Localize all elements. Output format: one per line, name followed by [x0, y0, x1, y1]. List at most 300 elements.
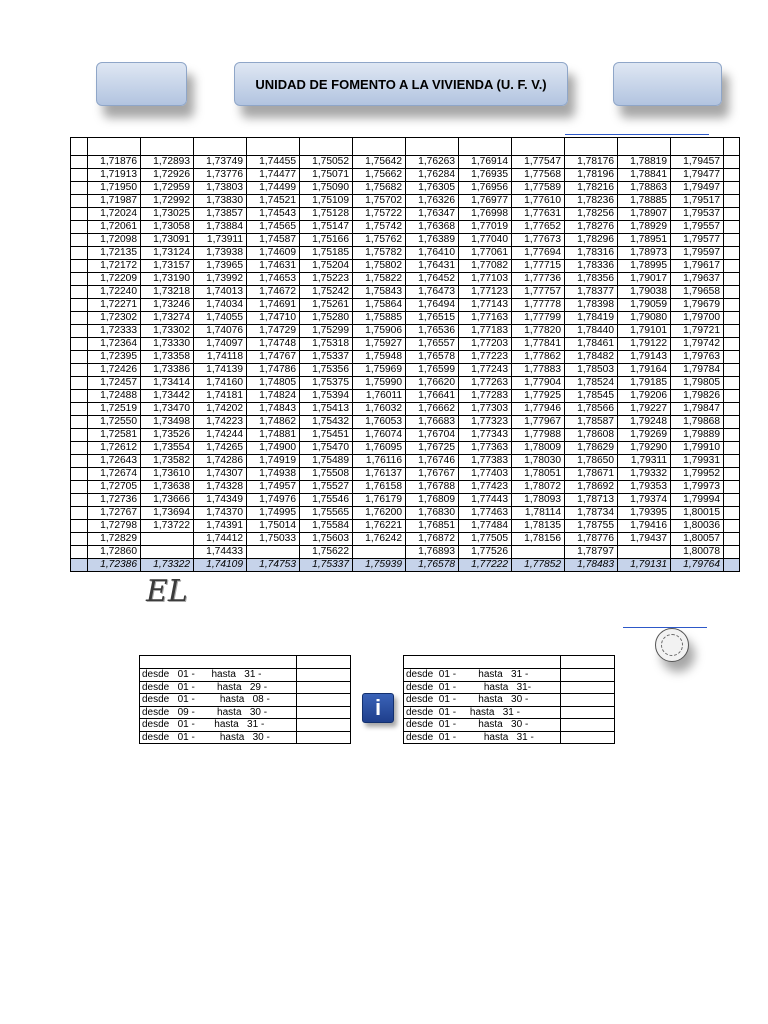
periods-right-row — [404, 719, 615, 732]
table-cell: 1,73992 — [194, 273, 247, 286]
table-cell: 1,74286 — [194, 455, 247, 468]
table-cell: 1,73498 — [141, 416, 194, 429]
table-cell — [459, 138, 512, 156]
table-cell: 1,74391 — [194, 520, 247, 533]
table-cell: 1,77082 — [459, 260, 512, 273]
table-cell: 1,73554 — [141, 442, 194, 455]
table-cell: 1,76116 — [353, 455, 406, 468]
header-box-left — [96, 62, 187, 106]
table-cell: 1,76809 — [406, 494, 459, 507]
info-icon: i — [374, 695, 382, 720]
table-cell: 1,78196 — [565, 169, 618, 182]
table-cell: 1,78973 — [618, 247, 671, 260]
table-row — [71, 429, 740, 442]
row-edge-cell — [71, 416, 88, 429]
row-edge-cell — [724, 299, 740, 312]
table-cell: 1,77103 — [459, 273, 512, 286]
table-cell: 1,76326 — [406, 195, 459, 208]
table-cell: 1,78072 — [512, 481, 565, 494]
table-cell: 1,80036 — [671, 520, 724, 533]
table-cell: 1,72519 — [88, 403, 141, 416]
table-row — [71, 494, 740, 507]
table-cell: 1,75662 — [353, 169, 406, 182]
table-cell: 1,77694 — [512, 247, 565, 260]
row-edge-cell — [71, 182, 88, 195]
table-cell: 1,78587 — [565, 416, 618, 429]
table-cell: 1,79764 — [671, 559, 724, 572]
table-cell: 1,77757 — [512, 286, 565, 299]
table-cell: 1,78483 — [565, 559, 618, 572]
period-value — [297, 694, 351, 707]
table-row — [71, 234, 740, 247]
table-cell — [565, 138, 618, 156]
table-cell: 1,77988 — [512, 429, 565, 442]
row-edge-cell — [71, 138, 88, 156]
period-label: desde 01 - hasta 31 - — [404, 669, 561, 682]
table-cell: 1,77505 — [459, 533, 512, 546]
table-cell: 1,73582 — [141, 455, 194, 468]
table-cell: 1,75489 — [300, 455, 353, 468]
table-cell: 1,78671 — [565, 468, 618, 481]
table-cell — [88, 138, 141, 156]
table-cell: 1,76263 — [406, 156, 459, 169]
table-cell: 1,77222 — [459, 559, 512, 572]
table-cell: 1,75223 — [300, 273, 353, 286]
table-cell: 1,78316 — [565, 247, 618, 260]
period-value — [561, 706, 615, 719]
table-cell: 1,78841 — [618, 169, 671, 182]
table-cell: 1,74767 — [247, 351, 300, 364]
institution-seal-icon — [655, 628, 689, 662]
periods-right-row — [404, 731, 615, 744]
table-cell — [353, 546, 406, 559]
table-cell: 1,75508 — [300, 468, 353, 481]
table-cell: 1,74919 — [247, 455, 300, 468]
periods-left-row — [140, 694, 351, 707]
periods-left-row — [140, 731, 351, 744]
table-cell: 1,77673 — [512, 234, 565, 247]
table-cell: 1,76368 — [406, 221, 459, 234]
table-cell: 1,79122 — [618, 338, 671, 351]
table-cell — [512, 138, 565, 156]
table-cell: 1,79617 — [671, 260, 724, 273]
header-cell — [404, 656, 561, 669]
table-cell: 1,76788 — [406, 481, 459, 494]
table-cell: 1,74521 — [247, 195, 300, 208]
period-value — [561, 681, 615, 694]
table-cell — [671, 138, 724, 156]
table-row — [71, 390, 740, 403]
period-label: desde 01 - hasta 31- — [404, 681, 561, 694]
period-label: desde 01 - hasta 31 - — [404, 706, 561, 719]
table-row — [71, 312, 740, 325]
table-cell: 1,72674 — [88, 468, 141, 481]
table-cell: 1,78524 — [565, 377, 618, 390]
table-cell: 1,74631 — [247, 260, 300, 273]
table-cell: 1,74477 — [247, 169, 300, 182]
row-edge-cell — [724, 312, 740, 325]
table-cell: 1,78503 — [565, 364, 618, 377]
row-edge-cell — [724, 429, 740, 442]
table-cell: 1,79017 — [618, 273, 671, 286]
period-value — [561, 731, 615, 744]
row-edge-cell — [71, 520, 88, 533]
header-cell — [297, 656, 351, 669]
table-cell: 1,74824 — [247, 390, 300, 403]
row-edge-cell — [71, 273, 88, 286]
table-cell: 1,76494 — [406, 299, 459, 312]
period-label: desde 01 - hasta 31 - — [140, 719, 297, 732]
table-cell: 1,77799 — [512, 312, 565, 325]
table-cell: 1,75071 — [300, 169, 353, 182]
table-cell: 1,77323 — [459, 416, 512, 429]
table-cell: 1,72302 — [88, 312, 141, 325]
periods-left-row — [140, 706, 351, 719]
row-edge-cell — [71, 221, 88, 234]
table-cell: 1,78256 — [565, 208, 618, 221]
table-cell: 1,78776 — [565, 533, 618, 546]
row-edge-cell — [71, 312, 88, 325]
table-cell — [618, 546, 671, 559]
table-cell: 1,74109 — [194, 559, 247, 572]
row-edge-cell — [724, 481, 740, 494]
table-cell: 1,77841 — [512, 338, 565, 351]
table-cell: 1,79164 — [618, 364, 671, 377]
table-cell: 1,78755 — [565, 520, 618, 533]
table-cell: 1,76578 — [406, 559, 459, 572]
table-cell: 1,78236 — [565, 195, 618, 208]
table-cell: 1,77203 — [459, 338, 512, 351]
table-cell: 1,76914 — [459, 156, 512, 169]
table-cell: 1,74805 — [247, 377, 300, 390]
table-cell: 1,71950 — [88, 182, 141, 195]
table-row — [71, 442, 740, 455]
table-cell: 1,77589 — [512, 182, 565, 195]
bottom-link-underline[interactable] — [623, 627, 707, 628]
table-cell: 1,75843 — [353, 286, 406, 299]
table-cell: 1,71987 — [88, 195, 141, 208]
table-cell: 1,75432 — [300, 416, 353, 429]
info-button[interactable] — [362, 693, 394, 723]
table-cell: 1,79437 — [618, 533, 671, 546]
table-row — [71, 156, 740, 169]
table-cell: 1,76473 — [406, 286, 459, 299]
table-cell: 1,77223 — [459, 351, 512, 364]
table-row — [71, 338, 740, 351]
period-value — [297, 731, 351, 744]
table-cell: 1,79038 — [618, 286, 671, 299]
el-logo-text: EL — [146, 574, 188, 609]
row-edge-cell — [724, 169, 740, 182]
row-edge-cell — [71, 247, 88, 260]
table-cell: 1,74843 — [247, 403, 300, 416]
row-edge-cell — [724, 468, 740, 481]
average-row — [71, 559, 740, 572]
table-cell: 1,77736 — [512, 273, 565, 286]
table-cell: 1,73749 — [194, 156, 247, 169]
el-logo — [146, 574, 186, 610]
table-cell: 1,76158 — [353, 481, 406, 494]
table-cell: 1,76137 — [353, 468, 406, 481]
table-cell: 1,74587 — [247, 234, 300, 247]
table-cell: 1,79497 — [671, 182, 724, 195]
table-cell: 1,77123 — [459, 286, 512, 299]
table-cell: 1,79227 — [618, 403, 671, 416]
table-cell: 1,73124 — [141, 247, 194, 260]
table-cell: 1,72364 — [88, 338, 141, 351]
table-cell: 1,75565 — [300, 507, 353, 520]
row-edge-cell — [724, 364, 740, 377]
table-cell — [247, 138, 300, 156]
table-cell: 1,79269 — [618, 429, 671, 442]
table-cell: 1,75299 — [300, 325, 353, 338]
table-cell: 1,73638 — [141, 481, 194, 494]
table-cell: 1,73857 — [194, 208, 247, 221]
periods-right-header-row — [404, 656, 615, 669]
table-cell: 1,75204 — [300, 260, 353, 273]
table-cell: 1,78797 — [565, 546, 618, 559]
table-cell: 1,73330 — [141, 338, 194, 351]
row-edge-cell — [71, 494, 88, 507]
table-cell: 1,80015 — [671, 507, 724, 520]
table-cell: 1,79537 — [671, 208, 724, 221]
table-cell: 1,77463 — [459, 507, 512, 520]
period-label: desde 01 - hasta 30 - — [140, 731, 297, 744]
row-edge-cell — [724, 247, 740, 260]
table-cell: 1,77967 — [512, 416, 565, 429]
table-cell: 1,78377 — [565, 286, 618, 299]
table-cell: 1,76431 — [406, 260, 459, 273]
table-row — [71, 260, 740, 273]
table-cell: 1,79721 — [671, 325, 724, 338]
table-cell: 1,78863 — [618, 182, 671, 195]
period-label: desde 01 - hasta 31 - — [404, 731, 561, 744]
table-cell: 1,74957 — [247, 481, 300, 494]
table-cell — [406, 138, 459, 156]
table-cell: 1,71876 — [88, 156, 141, 169]
table-cell: 1,79143 — [618, 351, 671, 364]
table-row — [71, 377, 740, 390]
table-row — [71, 520, 740, 533]
table-cell: 1,73776 — [194, 169, 247, 182]
table-cell: 1,79248 — [618, 416, 671, 429]
table-cell: 1,76074 — [353, 429, 406, 442]
row-edge-cell — [71, 364, 88, 377]
table-row — [71, 195, 740, 208]
table-cell: 1,72271 — [88, 299, 141, 312]
table-cell: 1,79416 — [618, 520, 671, 533]
table-cell: 1,76851 — [406, 520, 459, 533]
table-cell: 1,72024 — [88, 208, 141, 221]
table-cell: 1,72061 — [88, 221, 141, 234]
table-cell: 1,74139 — [194, 364, 247, 377]
table-cell: 1,73965 — [194, 260, 247, 273]
periods-left-row — [140, 669, 351, 682]
table-cell: 1,75742 — [353, 221, 406, 234]
table-cell: 1,76179 — [353, 494, 406, 507]
period-value — [561, 669, 615, 682]
periods-left-row — [140, 681, 351, 694]
table-cell: 1,78216 — [565, 182, 618, 195]
table-cell: 1,75128 — [300, 208, 353, 221]
table-cell: 1,77904 — [512, 377, 565, 390]
table-cell: 1,79847 — [671, 403, 724, 416]
table-cell: 1,72643 — [88, 455, 141, 468]
table-row — [71, 182, 740, 195]
table-cell: 1,79290 — [618, 442, 671, 455]
table-row — [71, 403, 740, 416]
table-cell: 1,73830 — [194, 195, 247, 208]
table-cell: 1,79311 — [618, 455, 671, 468]
table-cell: 1,75682 — [353, 182, 406, 195]
table-row — [71, 364, 740, 377]
table-cell: 1,77715 — [512, 260, 565, 273]
table-cell: 1,79700 — [671, 312, 724, 325]
top-link-underline[interactable] — [565, 134, 709, 135]
table-cell: 1,77946 — [512, 403, 565, 416]
table-cell: 1,73526 — [141, 429, 194, 442]
table-cell: 1,77484 — [459, 520, 512, 533]
period-label: desde 09 - hasta 30 - — [140, 706, 297, 719]
table-cell: 1,74729 — [247, 325, 300, 338]
table-cell: 1,75356 — [300, 364, 353, 377]
table-cell: 1,77568 — [512, 169, 565, 182]
table-cell: 1,73058 — [141, 221, 194, 234]
table-cell: 1,78093 — [512, 494, 565, 507]
table-cell: 1,75014 — [247, 520, 300, 533]
table-cell: 1,75109 — [300, 195, 353, 208]
table-cell: 1,79784 — [671, 364, 724, 377]
table-cell: 1,73157 — [141, 260, 194, 273]
table-cell: 1,77610 — [512, 195, 565, 208]
table-cell: 1,76389 — [406, 234, 459, 247]
table-cell: 1,79457 — [671, 156, 724, 169]
table-cell: 1,76599 — [406, 364, 459, 377]
table-cell: 1,75470 — [300, 442, 353, 455]
page-title: UNIDAD DE FOMENTO A LA VIVIENDA (U. F. V.) — [234, 62, 568, 106]
table-cell: 1,73884 — [194, 221, 247, 234]
table-cell: 1,77778 — [512, 299, 565, 312]
periods-left-header-row — [140, 656, 351, 669]
table-cell: 1,74710 — [247, 312, 300, 325]
table-cell: 1,77040 — [459, 234, 512, 247]
table-cell: 1,78629 — [565, 442, 618, 455]
table-cell: 1,76221 — [353, 520, 406, 533]
row-edge-cell — [71, 429, 88, 442]
table-cell: 1,74862 — [247, 416, 300, 429]
table-cell: 1,79679 — [671, 299, 724, 312]
table-cell: 1,76830 — [406, 507, 459, 520]
table-cell: 1,76683 — [406, 416, 459, 429]
table-cell: 1,74097 — [194, 338, 247, 351]
table-cell: 1,79477 — [671, 169, 724, 182]
table-cell: 1,73694 — [141, 507, 194, 520]
table-cell: 1,74672 — [247, 286, 300, 299]
table-row — [71, 169, 740, 182]
table-cell: 1,75280 — [300, 312, 353, 325]
table-cell: 1,75261 — [300, 299, 353, 312]
table-cell: 1,72860 — [88, 546, 141, 559]
table-cell: 1,79517 — [671, 195, 724, 208]
row-edge-cell — [724, 208, 740, 221]
table-cell: 1,72135 — [88, 247, 141, 260]
periods-right-row — [404, 694, 615, 707]
table-row — [71, 247, 740, 260]
table-cell: 1,74244 — [194, 429, 247, 442]
table-cell: 1,79353 — [618, 481, 671, 494]
table-cell: 1,78030 — [512, 455, 565, 468]
table-cell: 1,75242 — [300, 286, 353, 299]
row-edge-cell — [724, 195, 740, 208]
table-cell: 1,76998 — [459, 208, 512, 221]
table-cell: 1,76095 — [353, 442, 406, 455]
table-cell: 1,73610 — [141, 468, 194, 481]
row-edge-cell — [724, 494, 740, 507]
table-cell: 1,72209 — [88, 273, 141, 286]
row-edge-cell — [724, 351, 740, 364]
table-cell: 1,73442 — [141, 390, 194, 403]
table-cell: 1,72959 — [141, 182, 194, 195]
table-cell: 1,75375 — [300, 377, 353, 390]
table-cell: 1,77263 — [459, 377, 512, 390]
period-label: desde 01 - hasta 31 - — [140, 669, 297, 682]
table-cell: 1,79826 — [671, 390, 724, 403]
table-cell: 1,73470 — [141, 403, 194, 416]
table-cell: 1,79658 — [671, 286, 724, 299]
row-edge-cell — [724, 182, 740, 195]
table-cell: 1,75584 — [300, 520, 353, 533]
table-cell: 1,77243 — [459, 364, 512, 377]
table-cell: 1,74118 — [194, 351, 247, 364]
table-cell: 1,72893 — [141, 156, 194, 169]
table-cell: 1,72926 — [141, 169, 194, 182]
table-row — [71, 455, 740, 468]
table-cell: 1,72386 — [88, 559, 141, 572]
table-cell — [353, 138, 406, 156]
table-cell: 1,77443 — [459, 494, 512, 507]
table-cell: 1,79868 — [671, 416, 724, 429]
table-cell: 1,72612 — [88, 442, 141, 455]
table-cell: 1,75394 — [300, 390, 353, 403]
table-cell: 1,78336 — [565, 260, 618, 273]
table-cell: 1,79131 — [618, 559, 671, 572]
table-cell: 1,73218 — [141, 286, 194, 299]
table-cell: 1,76704 — [406, 429, 459, 442]
table-cell: 1,74349 — [194, 494, 247, 507]
table-cell: 1,76536 — [406, 325, 459, 338]
table-cell: 1,76578 — [406, 351, 459, 364]
table-cell: 1,73358 — [141, 351, 194, 364]
row-edge-cell — [71, 156, 88, 169]
table-cell: 1,73091 — [141, 234, 194, 247]
table-cell: 1,74543 — [247, 208, 300, 221]
table-cell: 1,76620 — [406, 377, 459, 390]
table-cell: 1,74160 — [194, 377, 247, 390]
table-cell: 1,74202 — [194, 403, 247, 416]
table-cell: 1,78929 — [618, 221, 671, 234]
table-cell: 1,75702 — [353, 195, 406, 208]
table-cell: 1,73322 — [141, 559, 194, 572]
table-cell: 1,75185 — [300, 247, 353, 260]
table-cell: 1,76977 — [459, 195, 512, 208]
header-box-right — [613, 62, 722, 106]
table-cell: 1,74412 — [194, 533, 247, 546]
table-cell: 1,78713 — [565, 494, 618, 507]
table-cell: 1,75864 — [353, 299, 406, 312]
table-cell: 1,75090 — [300, 182, 353, 195]
row-edge-cell — [724, 338, 740, 351]
table-cell: 1,77143 — [459, 299, 512, 312]
